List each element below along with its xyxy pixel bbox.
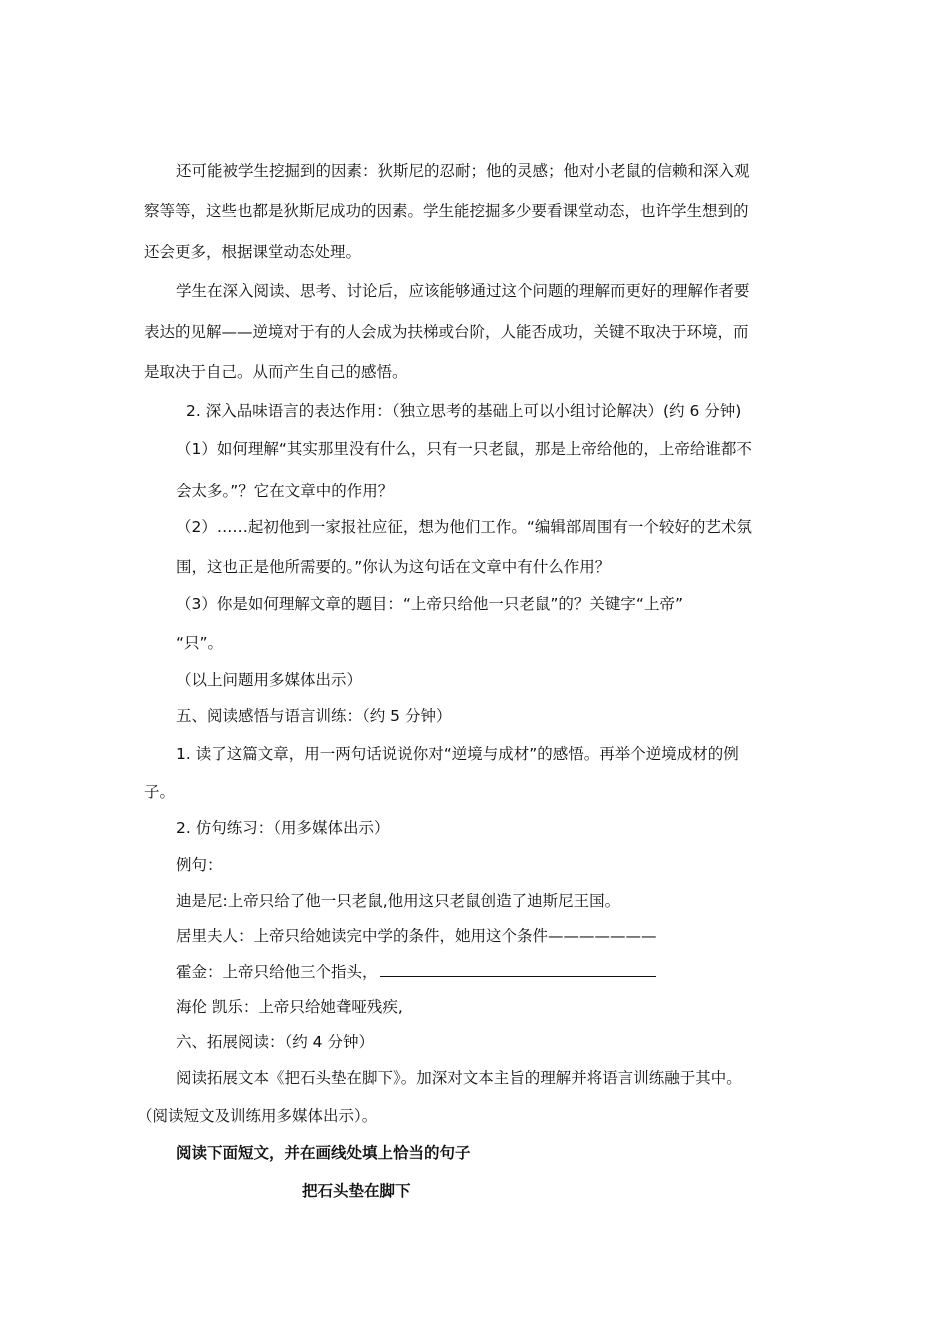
paragraph-line: 还可能被学生挖掘到的因素：狄斯尼的忍耐；他的灵感；他对小老鼠的信赖和深入观: [176, 162, 750, 180]
paragraph-line: 学生在深入阅读、思考、讨论后，应该能够通过这个问题的理解而更好的理解作者要: [176, 282, 750, 300]
question-line: （2）……起初他到一家报社应征，想为他们工作。“编辑部周围有一个较好的艺术氛: [176, 518, 752, 536]
exercise-line: 1. 读了这篇文章，用一两句话说说你对“逆境与成材”的感悟。再举个逆境成材的例: [176, 745, 739, 763]
example-label: 例句：: [176, 856, 223, 874]
paragraph-line: 察等等，这些也都是狄斯尼成功的因素。学生能挖掘多少要看课堂动态，也许学生想到的: [144, 202, 749, 220]
example-sentence: 迪是尼:上帝只给了他一只老鼠,他用这只老鼠创造了迪斯尼王国。: [176, 892, 621, 910]
example-sentence: 海伦 凯乐：上帝只给她聋哑残疾,: [176, 998, 403, 1016]
paragraph-line: 阅读拓展文本《把石头垫在脚下》。加深对文本主旨的理解并将语言训练融于其中。: [176, 1069, 742, 1087]
example-sentence-text: 霍金：上帝只给他三个指头，: [176, 963, 378, 981]
example-sentence: [176, 962, 656, 982]
exercise-line: 子。: [144, 783, 176, 801]
paragraph-line: 还会更多，根据课堂动态处理。: [144, 243, 362, 261]
note-line: （以上问题用多媒体出示）: [176, 671, 363, 689]
question-line: 会太多。”？它在文章中的作用？: [176, 482, 394, 500]
question-line: （3）你是如何理解文章的题目：“上帝只给他一只老鼠”的？关键字“上帝”: [176, 595, 683, 613]
section-heading: 2. 深入品味语言的表达作用：（独立思考的基础上可以小组讨论解决）(约 6 分钟): [186, 402, 742, 420]
question-line: （1）如何理解“其实那里没有什么，只有一只老鼠，那是上帝给他的，上帝给谁都不: [176, 440, 752, 458]
question-line: “只”。: [176, 634, 224, 652]
passage-title: 把石头垫在脚下: [302, 1182, 411, 1200]
paragraph-line: （阅读短文及训练用多媒体出示）。: [137, 1107, 378, 1125]
question-line: 围，这也正是他所需要的。”你认为这句话在文章中有什么作用？: [176, 558, 611, 576]
section-heading: 六、拓展阅读：（约 4 分钟）: [176, 1033, 374, 1051]
paragraph-line: 表达的见解——逆境对于有的人会成为扶梯或台阶，人能否成功，关键不取决于环境，而: [144, 323, 749, 341]
section-heading: 五、阅读感悟与语言训练：（约 5 分钟）: [176, 707, 452, 725]
bold-instruction: 阅读下面短文，并在画线处填上恰当的句子: [176, 1144, 471, 1162]
example-sentence: 居里夫人：上帝只给她读完中学的条件，她用这个条件———————: [176, 927, 657, 945]
paragraph-line: 是取决于自己。从而产生自己的感悟。: [144, 363, 408, 381]
exercise-line: 2. 仿句练习：（用多媒体出示）: [176, 819, 390, 837]
fill-in-blank-line: [380, 962, 656, 977]
